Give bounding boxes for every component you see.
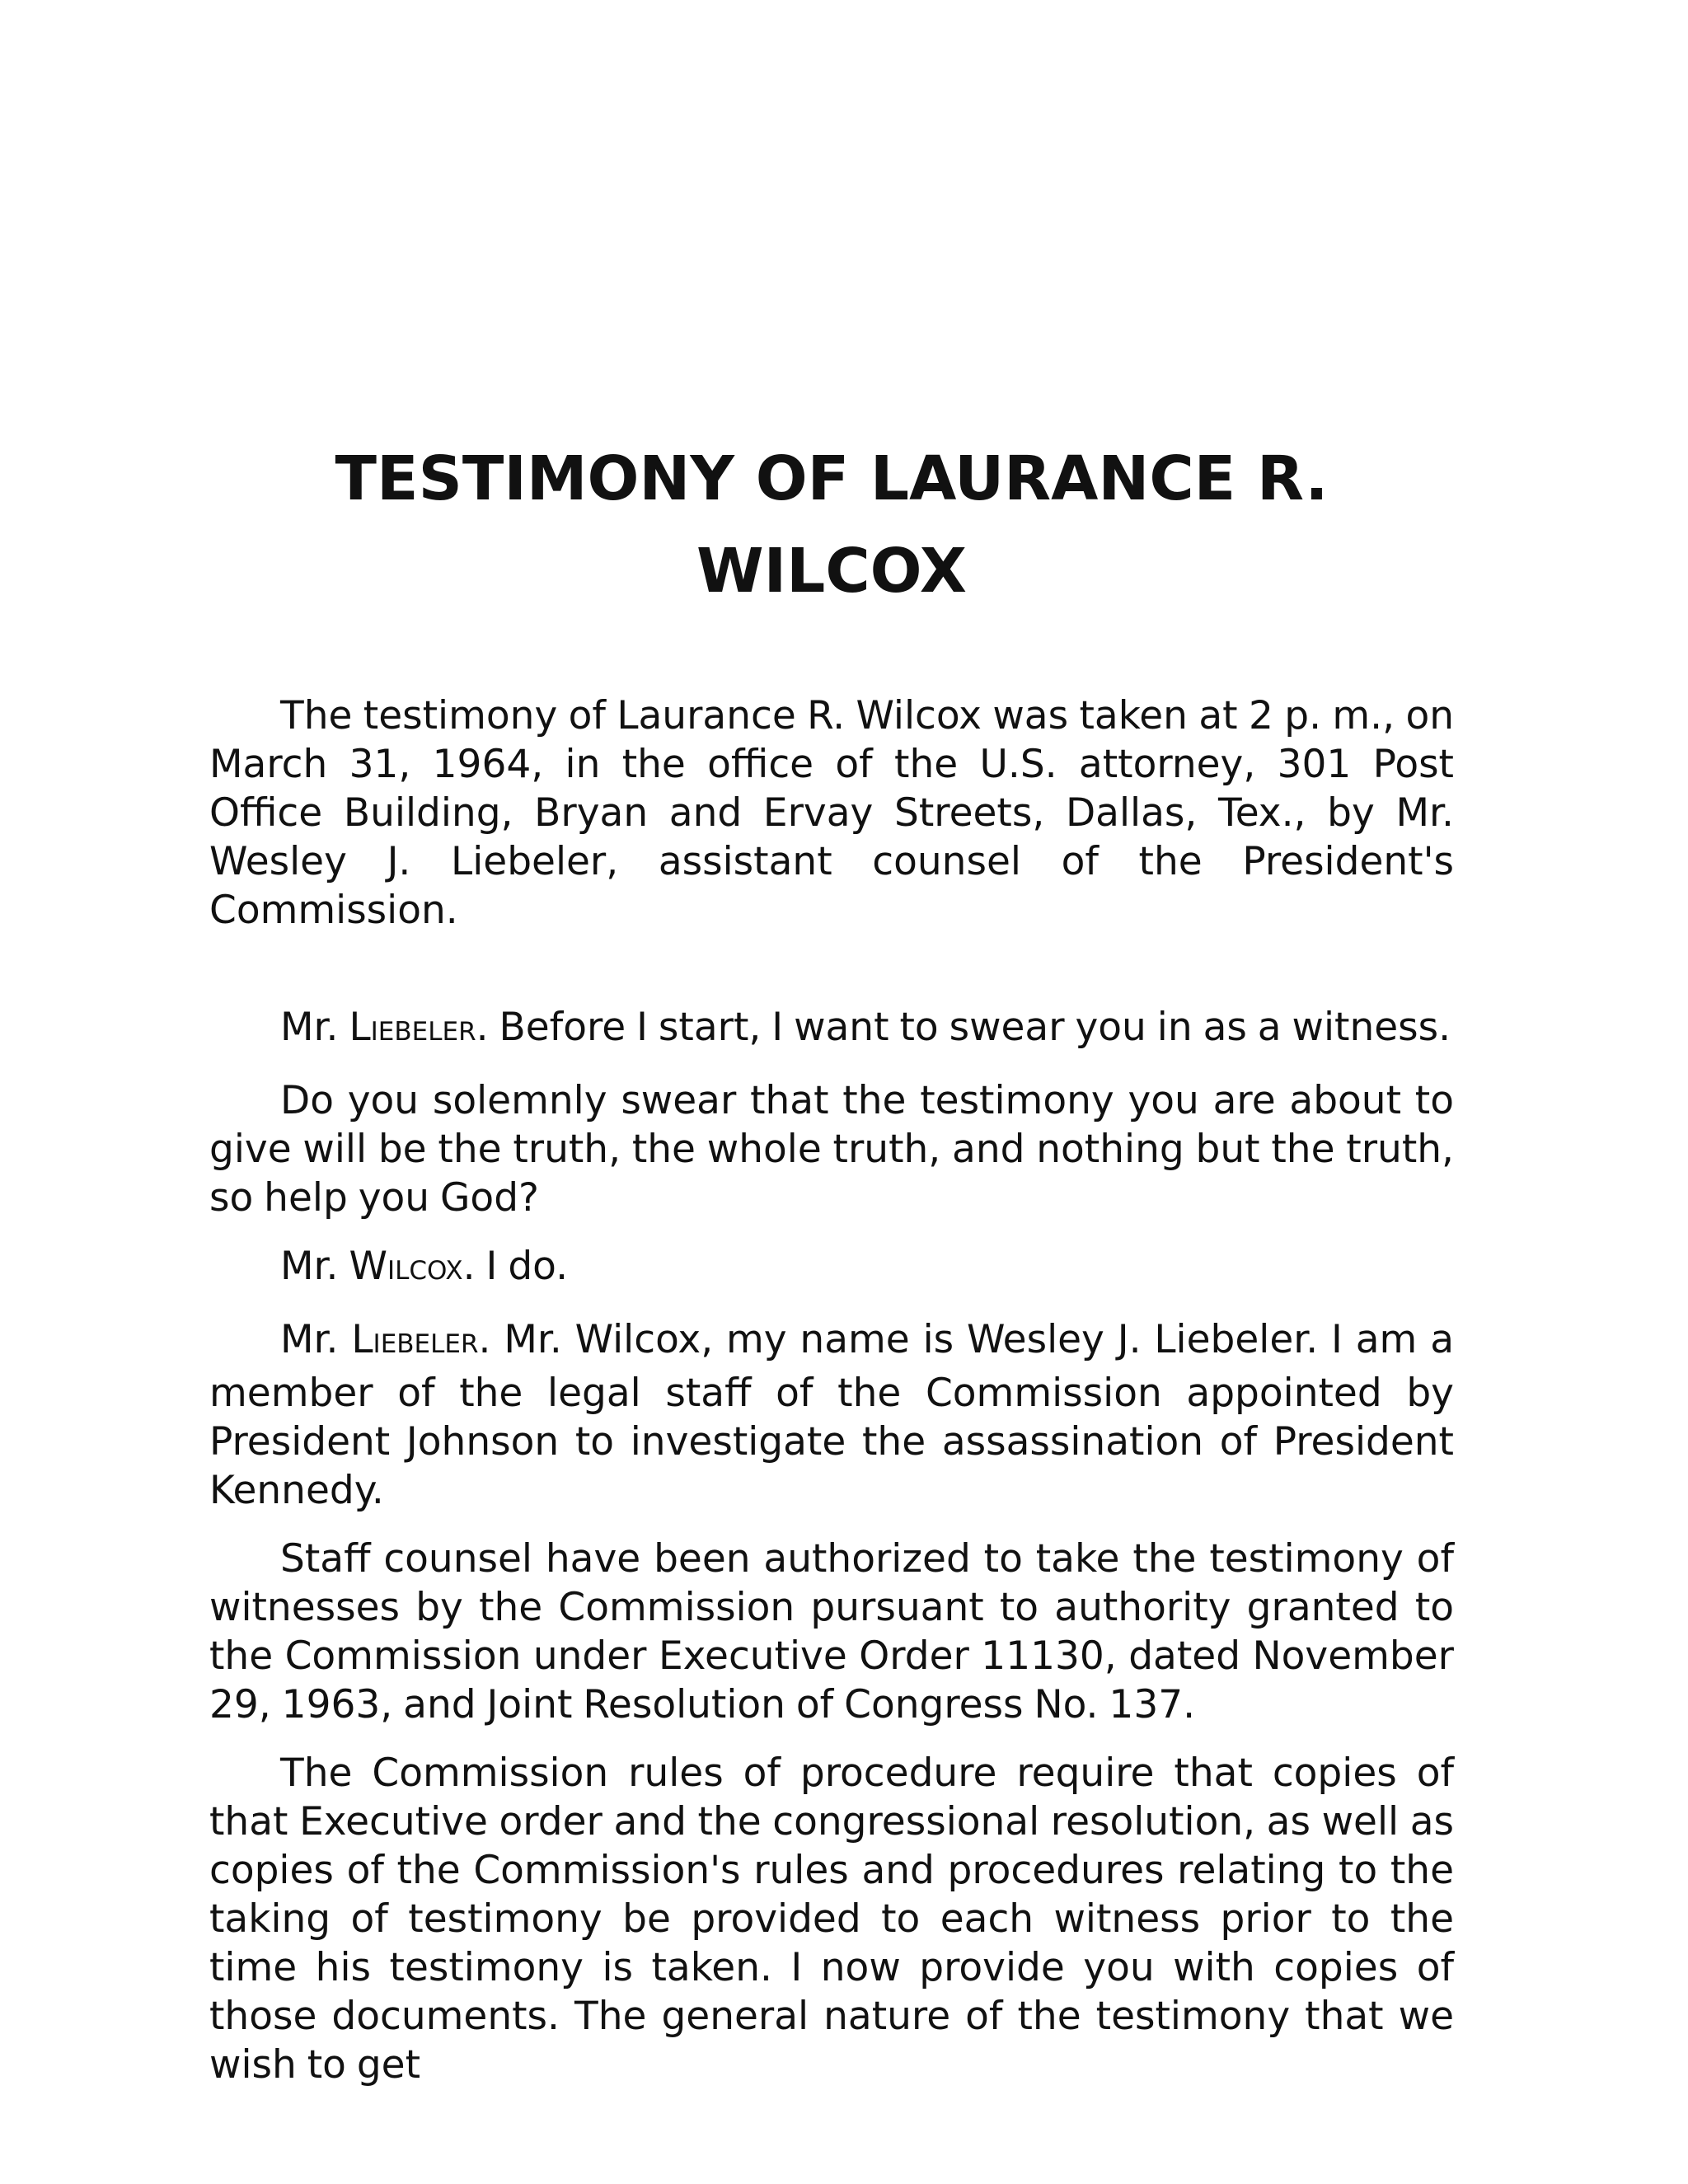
- speaker-name: [349, 1005, 476, 1050]
- speaker-rest: IEBELER: [370, 1017, 476, 1047]
- speaker-name: [351, 1317, 478, 1362]
- speaker-initial: W: [349, 1244, 387, 1289]
- paragraph-text: . Before I start, I want to swear you in as a witness.: [476, 1005, 1451, 1050]
- speaker-initial: L: [349, 1005, 371, 1050]
- speaker-rest: ILCOX: [387, 1256, 463, 1286]
- paragraph-text: . Mr. Wilcox, my name is Wesley J. Liebeler. I am a member of the legal staff of the Commission appointed by President Johnson to investigate the assassination of President Kennedy.: [209, 1317, 1454, 1513]
- speaker-prefix: Mr.: [280, 1317, 352, 1362]
- speaker-name: [349, 1244, 462, 1289]
- speaker-initial: L: [351, 1317, 373, 1362]
- speaker-prefix: Mr.: [280, 1244, 349, 1289]
- document-title: TESTIMONY OF LAURANCE R. WILCOX: [335, 443, 1329, 607]
- testimony-paragraph-3: [209, 1242, 1454, 1296]
- document-page: [209, 433, 1454, 2109]
- testimony-paragraph-4: [209, 1315, 1454, 1515]
- intro-paragraph: The testimony of Laurance R. Wilcox was taken at 2 p. m., on March 31, 1964, in the office of the U.S. attorney, 301 Post Office Building, Bryan and Ervay Streets, Dallas, Tex., by Mr. Wesley J. Liebeler, assistant counsel of the President's Commission.: [209, 693, 1454, 933]
- testimony-paragraph-2: Do you solemnly swear that the testimony you are about to give will be the truth, the whole truth, and nothing but the truth, so help you God?: [209, 1078, 1454, 1221]
- paragraph-text: . I do.: [462, 1244, 569, 1289]
- testimony-paragraph-6: The Commission rules of procedure require that copies of that Executive order and the congressional resolution, as well as copies of the Commission's rules and procedures relating to the taking of testimony be provided to each witness prior to the time his testimony is taken. I now provide you with copies of those documents. The general nature of the testimony that we wish to get: [209, 1750, 1454, 2088]
- speaker-rest: IEBELER: [373, 1329, 479, 1359]
- speaker-prefix: Mr.: [280, 1005, 349, 1050]
- testimony-paragraph-1: [209, 1003, 1454, 1057]
- testimony-paragraph-5: Staff counsel have been authorized to take the testimony of witnesses by the Commission pursuant to authority granted to the Commission under Executive Order 11130, dated November 29, 1963, and Joint Resolution of Congress No. 137.: [209, 1536, 1454, 1727]
